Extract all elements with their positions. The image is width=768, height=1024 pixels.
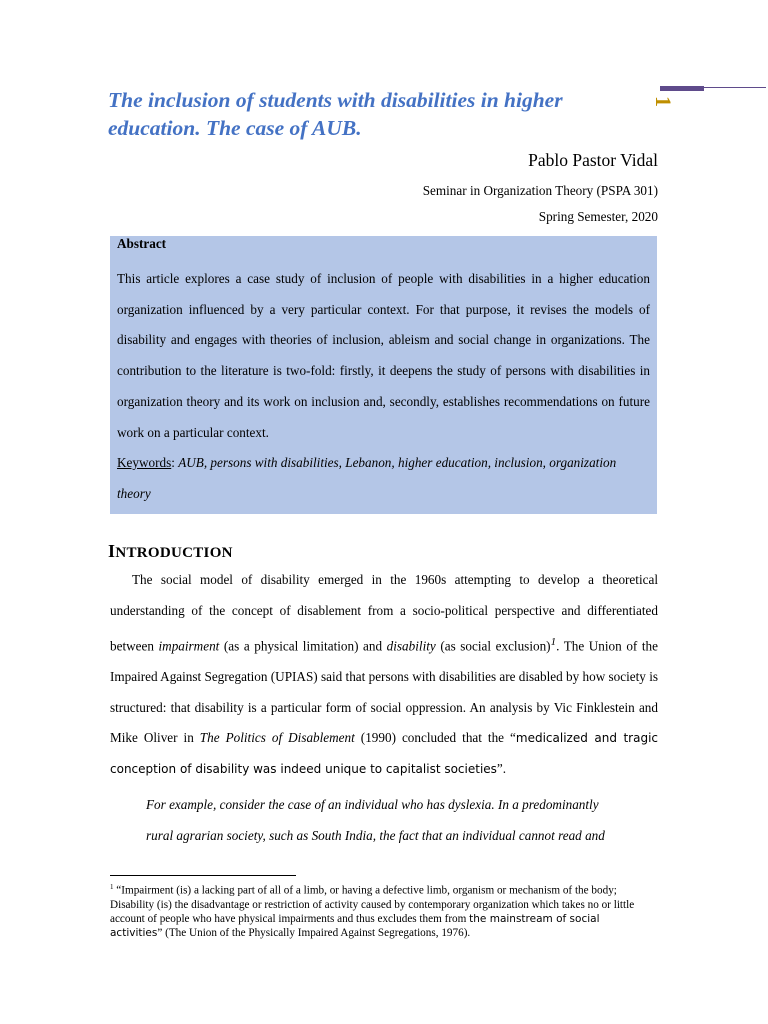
keywords-line: Keywords: AUB, persons with disabilities, Lebanon, higher education, inclusion, organization theory	[117, 455, 617, 501]
document-title: The inclusion of students with disabilities in higher education. The case of AUB.	[108, 88, 563, 140]
author-name: Pablo Pastor Vidal	[528, 150, 658, 170]
keywords-values: AUB, persons with disabilities, Lebanon, higher education, inclusion, organization theory	[117, 455, 617, 501]
header-accent-bar	[660, 86, 704, 91]
abstract-box	[110, 236, 657, 514]
footnote-separator	[110, 875, 296, 876]
book-title: The Politics of Disablement	[199, 730, 355, 746]
introduction-paragraph: The social model of disability emerged in the 1960s attempting to develop a theoretical understanding of the concept of disablement from a socio-political perspective and differentiated between impairment (as a physical limitation) and disability (as social exclusion)$^1$. The Union of the Impaired Against Segregation (UPIAS) said that persons with disabilities are disabled by how society is structured: that disability is a particular form of social oppression. An analysis by Vic Finklestein and Mike Oliver in The Politics of Disablement (1990) concluded that the “medicalized and tragic conception of disability was indeed unique to capitalist societies”.	[110, 572, 659, 777]
footnote: $^1$ “Impairment (is) a lacking part of all of a limb, or having a defective limb, organism or mechanism of the body; Disability (is) the disadvantage or restriction of activity caused by contemporary organization which takes no or little account of people who have physical impairments and thus excludes them from the mainstream of social activities” (The Union of the Physically Impaired Against Segregations, 1976).	[110, 883, 635, 939]
footnote-number: 1	[110, 883, 114, 891]
keywords-label: Keywords	[117, 455, 172, 470]
footnote-reference: 1	[550, 635, 557, 648]
abstract-heading: Abstract	[117, 236, 167, 251]
block-quote: For example, consider the case of an individual who has dyslexia. In a predominantly rural agrarian society, such as South India, the fact that an individual cannot read and	[146, 797, 605, 843]
abstract-body: This article explores a case study of inclusion of people with disabilities in a higher education organization influenced by a very particular context. For that purpose, it revises the models of disability and engages with theories of inclusion, ableism and social change in organizations. The contribution to the literature is two-fold: firstly, it deepens the study of persons with disabilities in organization theory and its work on inclusion and, secondly, establishes recommendations on future work on a particular context.	[117, 271, 650, 440]
course-name: Seminar in Organization Theory (PSPA 301)	[422, 183, 658, 198]
page-number: 1	[651, 96, 676, 107]
header-rule	[704, 87, 766, 88]
semester: Spring Semester, 2020	[538, 209, 658, 224]
section-heading-introduction: INTRODUCTION	[108, 541, 233, 561]
